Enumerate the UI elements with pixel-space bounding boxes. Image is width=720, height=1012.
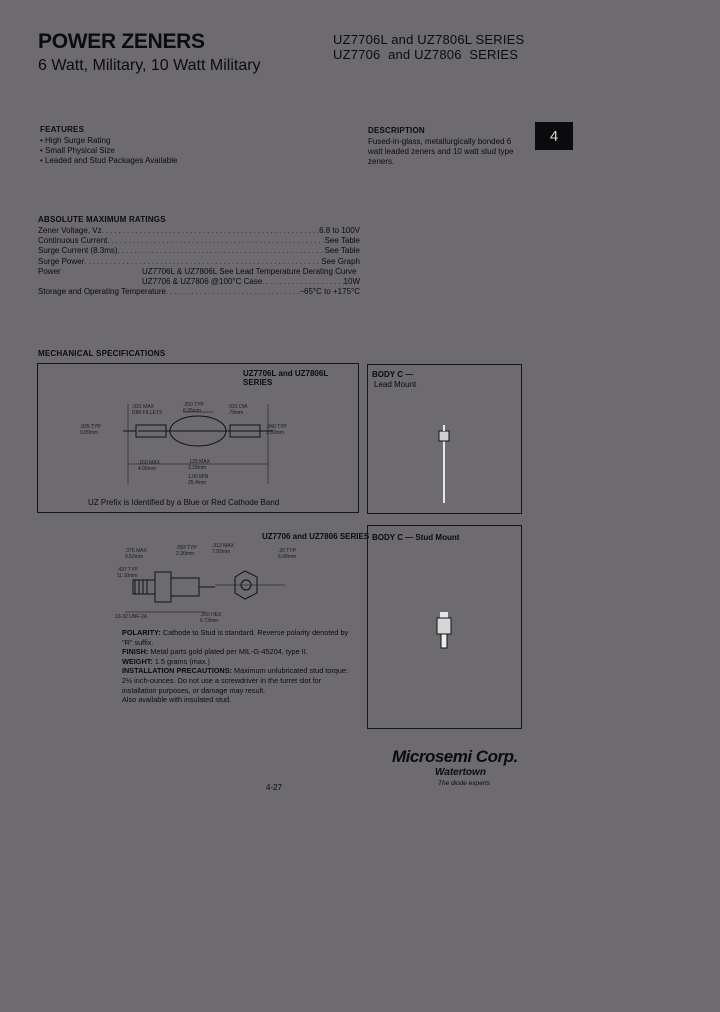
features-list bbox=[40, 136, 177, 166]
feature-item: • Small Physical Size bbox=[40, 146, 177, 156]
series-line-1: UZ7706L and UZ7806L SERIES bbox=[333, 32, 525, 47]
lead-caption: UZ7706L and UZ7806L SERIES bbox=[243, 369, 329, 387]
lead-mount-drawing bbox=[37, 363, 359, 513]
body-c-stud-box bbox=[367, 525, 522, 729]
body-c-caption: BODY C — bbox=[372, 370, 414, 379]
dim-label: .031 DIA .79mm bbox=[228, 404, 248, 416]
description-text: Fused-in-glass, metallurgically bonded 6 watt leaded zeners and 10 watt stud type zeners. bbox=[368, 137, 514, 166]
series-line-2: UZ7706 and UZ7806 SERIES bbox=[333, 47, 519, 62]
ratings-row: Continuous Current ..... See Table bbox=[38, 236, 360, 246]
body-c-lead-box bbox=[367, 364, 522, 514]
dim-label: .312 MAX 7.92mm bbox=[212, 543, 234, 555]
ratings-row: Storage and Operating Temperature ..... −65°C to +175°C bbox=[38, 287, 360, 297]
features-heading: FEATURES bbox=[40, 125, 85, 134]
ratings-row: UZ7706 & UZ7806 @100°C Case ..... 10W bbox=[38, 277, 360, 287]
lead-diode-photo bbox=[368, 365, 521, 513]
ratings-table bbox=[38, 226, 360, 297]
dim-label: .160 MAX 4.06mm bbox=[138, 460, 160, 472]
dim-label: .125 MAX 3.18mm bbox=[188, 459, 210, 471]
description-heading: DESCRIPTION bbox=[368, 126, 425, 135]
feature-item: • Leaded and Stud Packages Available bbox=[40, 156, 177, 166]
page-subtitle: 6 Watt, Military, 10 Watt Military bbox=[38, 57, 261, 74]
mechanical-heading: MECHANICAL SPECIFICATIONS bbox=[38, 349, 166, 358]
section-tab: 4 bbox=[535, 122, 573, 150]
ratings-heading: ABSOLUTE MAXIMUM RATINGS bbox=[38, 215, 166, 224]
dim-label: .093 TYP 2.36mm bbox=[176, 545, 197, 557]
page-title: POWER ZENERS bbox=[38, 30, 205, 53]
dim-label: .031 MAX DIM FILLETS bbox=[132, 404, 163, 416]
feature-item: • High Surge Rating bbox=[40, 136, 177, 146]
page-number: 4-27 bbox=[266, 783, 283, 792]
body-c-stud-caption: BODY C — Stud Mount bbox=[372, 533, 460, 542]
ratings-row: Surge Current (8.3ms) ..... See Table bbox=[38, 246, 360, 256]
dim-label: 10-32 UNF-2A bbox=[115, 614, 148, 620]
company-logo: Microsemi Corp. bbox=[392, 747, 518, 766]
dim-label: .20 TYP 5.08mm bbox=[278, 548, 297, 560]
ratings-row: Zener Voltage, Vz ..... 6.8 to 100V bbox=[38, 226, 360, 236]
company-location: Watertown bbox=[435, 767, 486, 778]
stud-diode-diagram bbox=[115, 540, 355, 635]
dim-label: .250 TYP 6.35mm bbox=[183, 402, 204, 414]
stud-diode-photo bbox=[368, 526, 521, 728]
mechanical-notes: POLARITY: Cathode to Stud is standard. Reverse polarity denoted by "R" suffix. FINISH: Metal parts gold plated per MIL-G-45204, type II. WEIGHT: 1.5 grams (max.) INSTALLATION PRECAUTIONS: Maximum unlubricated stud torque: 2½ inch-ounces. Do not use a screwdriver in the turret slot for installation purposes, or damage may result. Also available with insulated stud. bbox=[122, 628, 349, 705]
dim-label: .040 TYP 1.02mm bbox=[266, 424, 287, 436]
company-tagline: The diode experts bbox=[438, 780, 491, 787]
ratings-row: Surge Power ..... See Graph bbox=[38, 257, 360, 267]
stud-caption: UZ7706 and UZ7806 SERIES bbox=[262, 532, 370, 541]
lead-note: UZ Prefix is Identified by a Blue or Red Cathode Band bbox=[88, 498, 280, 507]
dim-label: .375 MAX 9.52mm bbox=[125, 548, 147, 560]
dim-label: .035 TYP 0.89mm bbox=[80, 424, 101, 436]
dim-label: .437 TYP 11.10mm bbox=[117, 567, 138, 579]
lead-diode-diagram bbox=[38, 364, 358, 512]
ratings-row: Power UZ7706L & UZ7806L See Lead Temperature Derating Curve bbox=[38, 266, 357, 276]
body-c-subcaption: Lead Mount bbox=[374, 380, 417, 389]
dim-label: .265 HEX 6.73mm bbox=[200, 612, 222, 624]
dim-label: 1.00 MIN 25.4mm bbox=[188, 474, 209, 486]
